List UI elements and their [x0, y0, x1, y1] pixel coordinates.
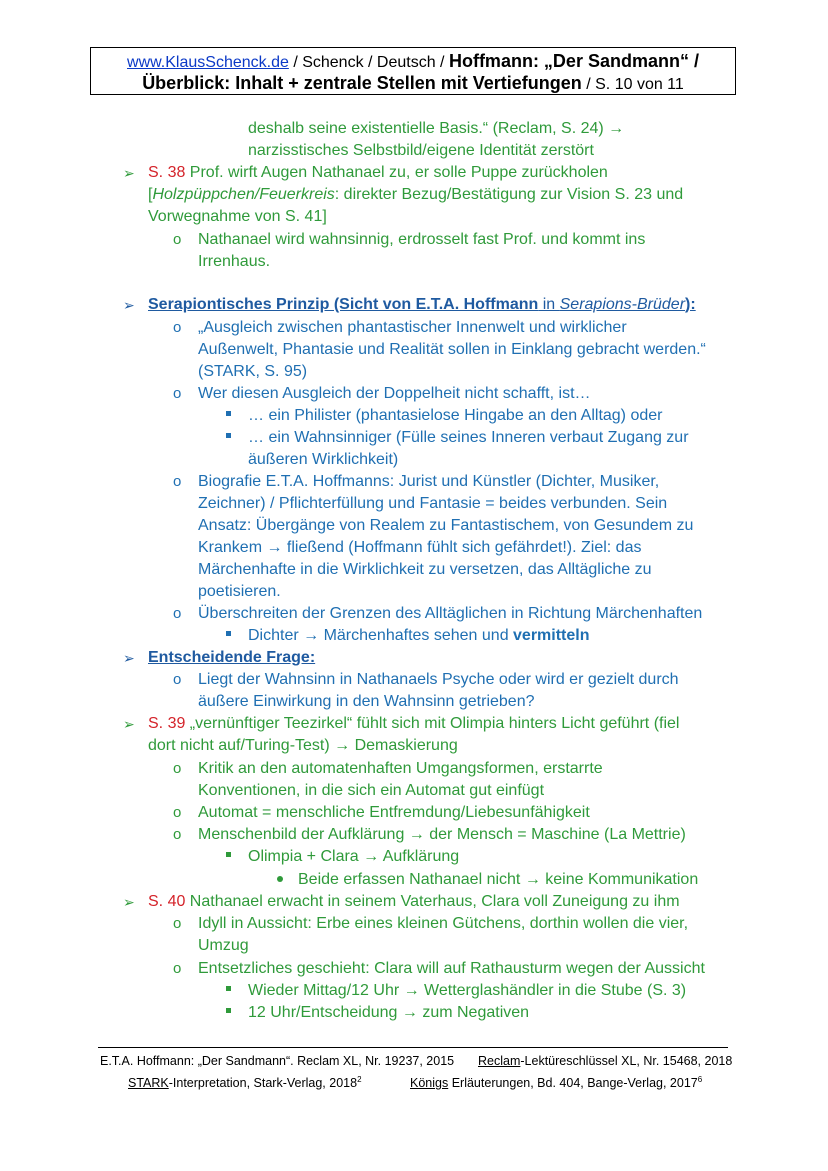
- dot-bullet-icon: [277, 876, 283, 882]
- circle-bullet-icon: o: [173, 231, 182, 248]
- heading-text: Entscheidende Frage:: [148, 649, 316, 666]
- arrow-bullet-icon: ➢: [123, 650, 135, 666]
- text-line: Ansatz: Übergänge von Realem zu Fantastischem, von Gesundem zu: [198, 517, 694, 534]
- text-line: Liegt der Wahnsinn in Nathanaels Psyche oder wird er gezielt durch: [198, 671, 679, 688]
- footer-ref-lektuereschluessel: [478, 1053, 732, 1069]
- circle-bullet-icon: o: [173, 760, 182, 777]
- footer-underlined: Königs: [410, 1076, 449, 1091]
- arrow-bullet-icon: ➢: [123, 716, 135, 732]
- page-ref: S. 38: [148, 164, 186, 181]
- text-segment: [: [148, 186, 153, 203]
- square-bullet-icon: [226, 852, 231, 857]
- text-line: Wieder Mittag/12 Uhr → Wetterglashändler in die Stube (S. 3): [248, 982, 687, 999]
- text-line: Vorwegnahme von S. 41]: [148, 208, 327, 225]
- text-line: äußeren Wirklichkeit): [248, 451, 399, 468]
- footer-superscript: 6: [697, 1075, 703, 1084]
- footer-text: -Lektüreschlüssel XL, Nr. 15468, 2018: [520, 1054, 733, 1068]
- list-item: [148, 162, 608, 184]
- page-ref: S. 40: [148, 893, 186, 910]
- header-line-2: [91, 73, 735, 95]
- text-line: Nathanael wird wahnsinnig, erdrosselt fast Prof. und kommt ins: [198, 231, 646, 248]
- text-line: (STARK, S. 95): [198, 363, 308, 380]
- text-line: Irrenhaus.: [198, 253, 271, 270]
- footer-text: -Interpretation, Stark-Verlag, 2018: [168, 1076, 358, 1091]
- heading-text: Serapiontisches Prinzip (Sicht von E.T.A. Hoffmann: [148, 296, 539, 313]
- text-line: poetisieren.: [198, 583, 281, 600]
- text-line: Nathanael erwacht in seinem Vaterhaus, Clara voll Zuneigung zu ihm: [185, 893, 680, 910]
- list-item: [148, 713, 679, 735]
- text-line: Prof. wirft Augen Nathanael zu, er solle Puppe zurückholen: [185, 164, 608, 181]
- heading-text: ):: [685, 296, 696, 313]
- square-bullet-icon: [226, 631, 231, 636]
- footer-divider: [98, 1047, 728, 1048]
- text-line: Überschreiten der Grenzen des Alltäglichen in Richtung Märchenhaften: [198, 605, 703, 622]
- text-line: „Ausgleich zwischen phantastischer Innenwelt und wirklicher: [198, 319, 627, 336]
- square-bullet-icon: [226, 433, 231, 438]
- page-ref: S. 39: [148, 715, 186, 732]
- text-line: Olimpia + Clara → Aufklärung: [248, 848, 460, 865]
- circle-bullet-icon: o: [173, 915, 182, 932]
- text-line: narzisstisches Selbstbild/eigene Identität zerstört: [248, 142, 594, 159]
- text-line: Menschenbild der Aufklärung → der Mensch = Maschine (La Mettrie): [198, 826, 686, 843]
- footer-ref-koenigs: [410, 1072, 702, 1091]
- text-line: Wer diesen Ausgleich der Doppelheit nicht schafft, ist…: [198, 385, 591, 402]
- text-line: Biografie E.T.A. Hoffmanns: Jurist und Künstler (Dichter, Musiker,: [198, 473, 660, 490]
- circle-bullet-icon: o: [173, 671, 182, 688]
- footer-underlined: Reclam: [478, 1054, 521, 1068]
- header-title-1: Hoffmann: „Der Sandmann“ /: [448, 51, 699, 71]
- header-line-1: [91, 51, 735, 73]
- arrow-bullet-icon: ➢: [123, 894, 135, 910]
- text-line: Konventionen, in die sich ein Automat gut einfügt: [198, 782, 545, 799]
- circle-bullet-icon: o: [173, 960, 182, 977]
- text-line: Kritik an den automatenhaften Umgangsformen, erstarrte: [198, 760, 603, 777]
- square-bullet-icon: [226, 986, 231, 991]
- text-line: 12 Uhr/Entscheidung → zum Negativen: [248, 1004, 530, 1021]
- text-line: Entsetzliches geschieht: Clara will auf Rathausturm wegen der Aussicht: [198, 960, 705, 977]
- square-bullet-icon: [226, 1008, 231, 1013]
- circle-bullet-icon: o: [173, 319, 182, 336]
- website-link[interactable]: www.KlausSchenck.de: [127, 54, 289, 71]
- text-line: Automat = menschliche Entfremdung/Liebesunfähigkeit: [198, 804, 590, 821]
- text-segment: Dichter → Märchenhaftes sehen und: [248, 627, 514, 644]
- text-line: „vernünftiger Teezirkel“ fühlt sich mit Olimpia hinters Licht geführt (fiel: [185, 715, 680, 732]
- text-line: … ein Philister (phantasielose Hingabe an den Alltag) oder: [248, 407, 663, 424]
- footer-ref-stark: [128, 1072, 362, 1091]
- text-line: deshalb seine existentielle Basis.“ (Reclam, S. 24) →: [248, 120, 625, 137]
- page-header: [90, 47, 736, 95]
- heading-italic: Serapions-Brüder: [559, 296, 686, 313]
- arrow-bullet-icon: ➢: [123, 297, 135, 313]
- page-number: / S. 10 von 11: [581, 76, 684, 93]
- circle-bullet-icon: o: [173, 473, 182, 490]
- text-line: Umzug: [198, 937, 249, 954]
- text-line: äußere Einwirkung in den Wahnsinn getrieben?: [198, 693, 535, 710]
- footer-text: Erläuterungen, Bd. 404, Bange-Verlag, 2017: [448, 1076, 698, 1091]
- text-bold: vermitteln: [513, 627, 590, 644]
- circle-bullet-icon: o: [173, 385, 182, 402]
- circle-bullet-icon: o: [173, 605, 182, 622]
- list-item: [148, 891, 680, 913]
- footer-underlined: STARK: [128, 1076, 169, 1091]
- text-line: [248, 625, 590, 647]
- heading-text: in: [538, 296, 560, 313]
- square-bullet-icon: [226, 411, 231, 416]
- footer-superscript: 2: [357, 1075, 362, 1084]
- text-line: Zeichner) / Pflichterfüllung und Fantasie = beides verbunden. Sein: [198, 495, 668, 512]
- text-line: Märchenhafte in die Wirklichkeit zu versetzen, das Alltägliche zu: [198, 561, 652, 578]
- text-line: Krankem → fließend (Hoffmann fühlt sich gefährdet!). Ziel: das: [198, 539, 642, 556]
- text-segment: : direkter Bezug/Bestätigung zur Vision S. 23 und: [334, 186, 684, 203]
- footer-ref-reclam-xl: E.T.A. Hoffmann: „Der Sandmann“. Reclam XL, Nr. 19237, 2015: [100, 1054, 455, 1068]
- section-heading: [148, 294, 696, 316]
- circle-bullet-icon: o: [173, 804, 182, 821]
- text-line: Außenwelt, Phantasie und Realität sollen in Einklang gebracht werden.“: [198, 341, 706, 358]
- header-breadcrumb: / Schenck / Deutsch /: [288, 54, 449, 71]
- text-line: … ein Wahnsinniger (Fülle seines Inneren verbaut Zugang zur: [248, 429, 689, 446]
- text-line: dort nicht auf/Turing-Test) → Demaskierung: [148, 737, 458, 754]
- text-line: Beide erfassen Nathanael nicht → keine Kommunikation: [298, 871, 699, 888]
- text-line: Idyll in Aussicht: Erbe eines kleinen Gütchens, dorthin wollen die vier,: [198, 915, 689, 932]
- arrow-bullet-icon: ➢: [123, 165, 135, 181]
- header-title-2: Überblick: Inhalt + zentrale Stellen mit Vertiefungen: [142, 73, 582, 93]
- circle-bullet-icon: o: [173, 826, 182, 843]
- text-italic: Holzpüppchen/Feuerkreis: [152, 186, 335, 203]
- section-heading: [148, 647, 315, 669]
- text-line: [148, 184, 683, 206]
